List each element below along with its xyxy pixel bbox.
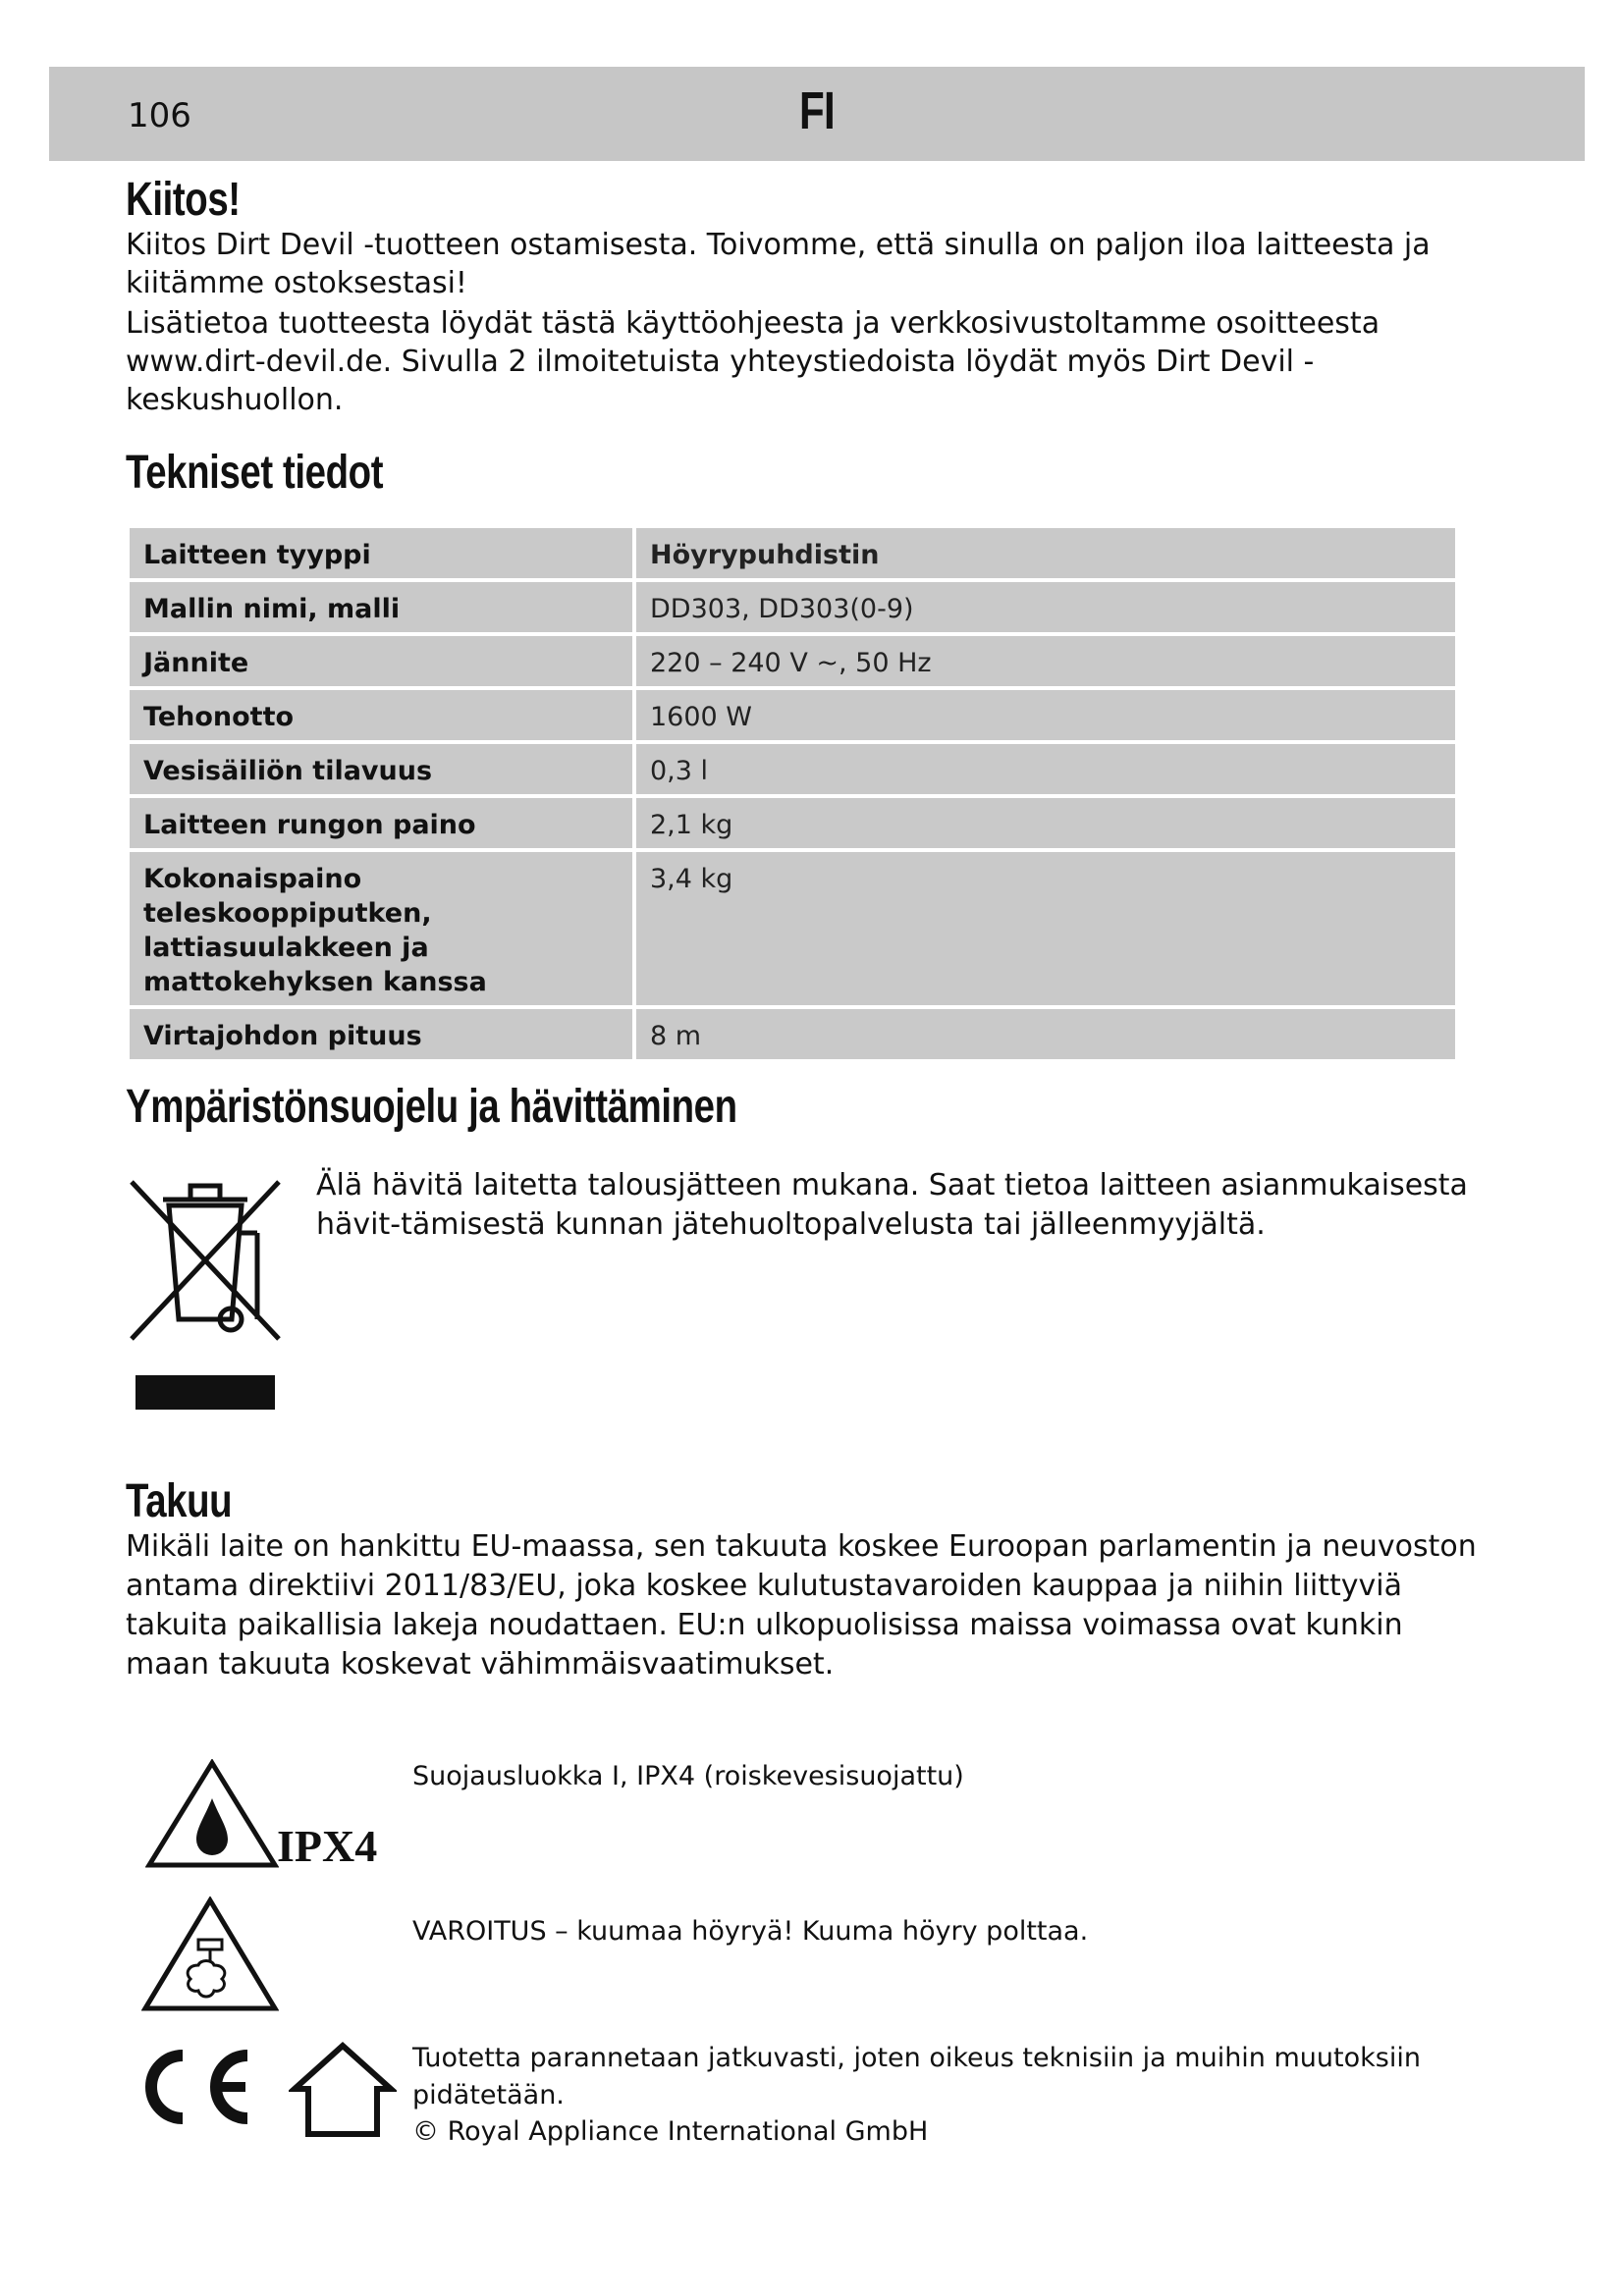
spec-value: 0,3 l	[636, 744, 1459, 798]
weee-crossed-bin-icon	[124, 1174, 287, 1410]
spec-label: Virtajohdon pituus	[130, 1009, 636, 1063]
environment-text: Älä hävitä laitetta talousjätteen mukana. Saat tietoa laitteen asianmukaisesta hävit-tämisestä kunnan jätehuoltopalvelusta tai jälleenmyyjältä.	[316, 1168, 1468, 1242]
steam-warning-text: VAROITUS – kuumaa höyryä! Kuuma höyry polttaa.	[412, 1916, 1089, 1947]
table-row	[130, 798, 1459, 852]
indoor-use-house-icon	[289, 2040, 397, 2138]
intro-paragraph-2: Lisätietoa tuotteesta löydät tästä käyttöohjeesta ja verkkosivustoltamme osoitteesta www.dirt-devil.de. Sivulla 2 ilmoitetuista yhteystiedoista löydät myös Dirt Devil -keskushuollon.	[126, 306, 1380, 417]
ce-mark-icon	[132, 2044, 259, 2130]
spec-label: Vesisäiliön tilavuus	[130, 744, 636, 798]
table-row	[130, 852, 1459, 1009]
environment-title: Ympäristönsuojelu ja hävittäminen	[126, 1081, 737, 1133]
spec-value: Höyrypuhdistin	[636, 528, 1459, 582]
table-row	[130, 528, 1459, 582]
table-row	[130, 636, 1459, 690]
language-code: FI	[799, 81, 835, 140]
spec-label: Jännite	[130, 636, 636, 690]
spec-label: Tehonotto	[130, 690, 636, 744]
specs-title: Tekniset tiedot	[126, 447, 384, 499]
spec-label: Laitteen rungon paino	[130, 798, 636, 852]
intro-title: Kiitos!	[126, 174, 241, 226]
spec-value: 220 – 240 V ~, 50 Hz	[636, 636, 1459, 690]
table-row	[130, 1009, 1459, 1063]
spec-value: DD303, DD303(0-9)	[636, 582, 1459, 636]
spec-label: Laitteen tyyppi	[130, 528, 636, 582]
warranty-text: Mikäli laite on hankittu EU-maassa, sen takuuta koskee Euroopan parlamentin ja neuvoston antama direktiivi 2011/83/EU, joka koskee kulutustavaroiden kauppaa ja niihin liittyviä takuita paikallisia lakeja noudattaen. EU:n ulkopuolisissa maissa voimassa ovat kunkin maan takuuta koskevat vähimmäisvaatimukset.	[126, 1529, 1477, 1682]
spec-value: 1600 W	[636, 690, 1459, 744]
spec-value: 2,1 kg	[636, 798, 1459, 852]
protection-class-text: Suojausluokka I, IPX4 (roiskevesisuojattu)	[412, 1761, 964, 1791]
table-row	[130, 744, 1459, 798]
page-header	[49, 67, 1585, 161]
table-row	[130, 690, 1459, 744]
hot-steam-warning-icon	[141, 1896, 279, 2012]
table-row	[130, 582, 1459, 636]
warranty-title: Takuu	[126, 1475, 233, 1527]
spec-value: 3,4 kg	[636, 852, 1459, 1009]
spec-label: Mallin nimi, malli	[130, 582, 636, 636]
page-number: 106	[128, 96, 191, 135]
specs-table	[130, 528, 1459, 1063]
spec-value: 8 m	[636, 1009, 1459, 1063]
product-improvement-text: Tuotetta parannetaan jatkuvasti, joten oikeus teknisiin ja muihin muutoksiin pidätetään.	[412, 2043, 1421, 2110]
spec-label: Kokonaispaino teleskooppiputken, lattiasuulakkeen ja mattokehyksen kanssa	[130, 852, 636, 1009]
intro-paragraph-1: Kiitos Dirt Devil -tuotteen ostamisesta. Toivomme, että sinulla on paljon iloa laitteesta ja kiitämme ostoksestasi!	[126, 228, 1431, 300]
ipx4-label: IPX4	[277, 1821, 378, 1871]
copyright-text: © Royal Appliance International GmbH	[412, 2116, 929, 2147]
ipx4-drop-triangle-icon	[145, 1759, 279, 1869]
